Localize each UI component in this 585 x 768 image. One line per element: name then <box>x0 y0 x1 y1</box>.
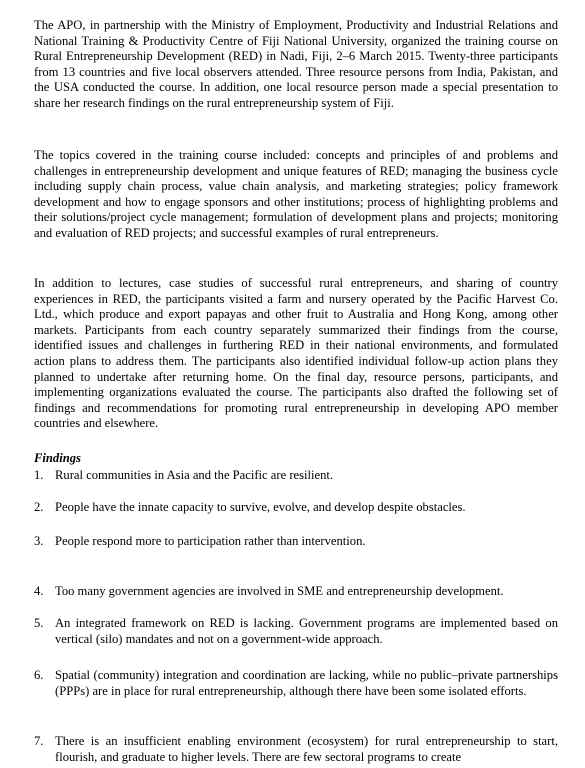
finding-number: 2. <box>34 500 44 514</box>
finding-item-6 <box>34 668 558 699</box>
finding-number: 7. <box>34 734 44 748</box>
finding-text: There is an insufficient enabling environment (ecosystem) for rural entrepreneurship to start, flourish, and graduate to higher levels. There are few sectoral programs to create <box>55 734 558 764</box>
finding-number: 1. <box>34 468 44 482</box>
finding-text: People respond more to participation rather than intervention. <box>55 534 366 548</box>
finding-item-2 <box>34 500 558 516</box>
finding-item-5 <box>34 616 558 647</box>
finding-text: Spatial (community) integration and coordination are lacking, while no public–private partnerships (PPPs) are in place for rural entrepreneurship, although there have been some isolated efforts. <box>55 668 558 698</box>
finding-number: 6. <box>34 668 44 682</box>
finding-text: An integrated framework on RED is lacking. Government programs are implemented based on vertical (silo) mandates and not on a government-wide approach. <box>55 616 558 646</box>
activities-paragraph: In addition to lectures, case studies of successful rural entrepreneurs, and sharing of country experiences in RED, the participants visited a farm and nursery operated by the Pacific Harvest Co. Ltd., which produce and export papayas and other fruit to Australia and Hong Kong, among other markets. Participants from each country separately summarized their findings from the course, identified issues and challenges in furthering RED in their national environments, and formulated action plans to address them. The participants also identified individual follow-up action plans they planned to undertake after returning home. On the final day, resource persons, participants, and implementing organizations evaluated the course. The participants also drafted the following set of findings and recommendations for promoting rural entrepreneurship in developing APO member countries and elsewhere. <box>34 276 558 431</box>
finding-text: Rural communities in Asia and the Pacific are resilient. <box>55 468 334 482</box>
intro-paragraph: The APO, in partnership with the Ministry of Employment, Productivity and Industrial Relations and National Training & Productivity Centre of Fiji National University, organized the training course on Rural Entrepreneurship Development (RED) in Nadi, Fiji, 2–6 March 2015. Twenty-three participants from 13 countries and five local observers attended. Three resource persons from India, Pakistan, and the USA conducted the course. In addition, one local resource person made a special presentation to share her research findings on the rural entrepreneurship system of Fiji. <box>34 18 558 110</box>
topics-paragraph: The topics covered in the training course included: concepts and principles of and problems and challenges in entrepreneurship development and unique features of RED; managing the business cycle including supply chain process, value chain analysis, and marketing strategies; policy framework development and how to engage sponsors and other institutions; process of highlighting problems and their solutions/project cycle management; formulation of development plans and projects; monitoring and evaluation of RED projects; and successful examples of rural entrepreneurs. <box>34 148 558 240</box>
finding-number: 5. <box>34 616 44 630</box>
finding-item-7 <box>34 734 558 765</box>
finding-number: 3. <box>34 534 44 548</box>
findings-heading: Findings <box>34 451 81 465</box>
finding-item-4 <box>34 584 558 600</box>
finding-text: Too many government agencies are involved in SME and entrepreneurship development. <box>55 584 504 598</box>
finding-number: 4. <box>34 584 44 598</box>
finding-text: People have the innate capacity to survive, evolve, and develop despite obstacles. <box>55 500 466 514</box>
finding-item-3 <box>34 534 558 550</box>
finding-item-1 <box>34 468 558 484</box>
